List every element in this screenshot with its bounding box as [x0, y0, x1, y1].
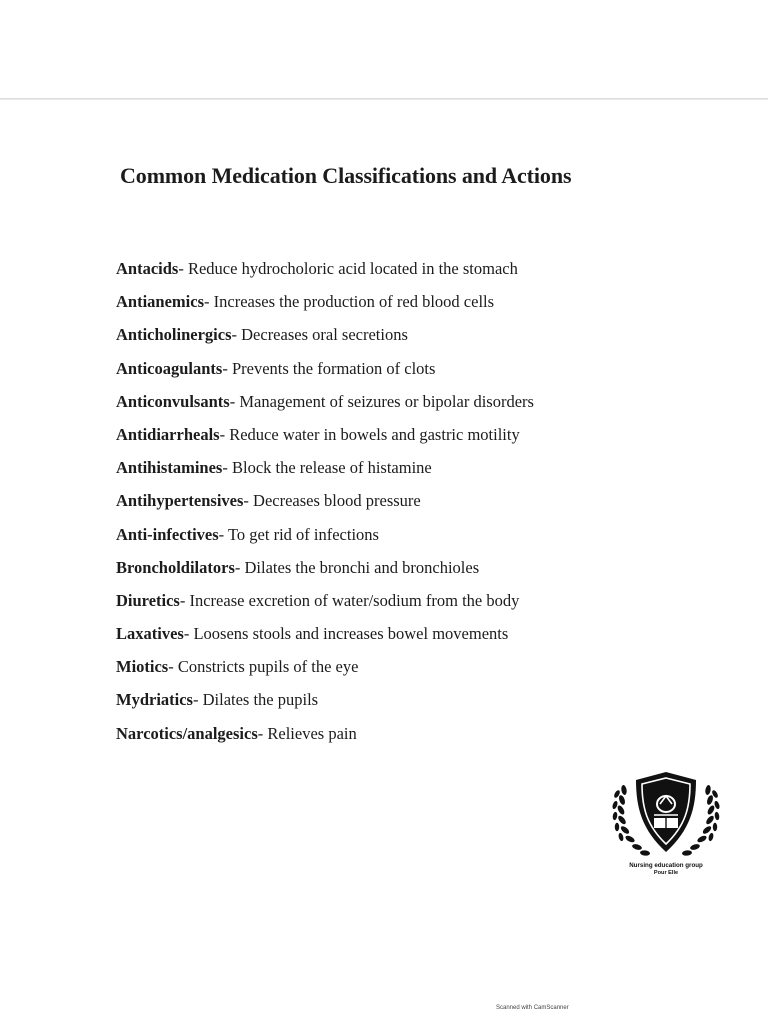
- list-item: [116, 358, 534, 391]
- list-item: [116, 689, 534, 722]
- classification-term: Anti-infectives: [116, 524, 219, 544]
- classification-term: Narcotics/analgesics: [116, 723, 258, 743]
- classification-action: Loosens stools and increases bowel movements: [193, 624, 509, 644]
- classification-action: To get rid of infections: [227, 524, 379, 544]
- list-item: [116, 723, 534, 756]
- classification-term: Miotics: [116, 657, 169, 677]
- scanner-watermark: Scanned with CamScanner: [496, 1005, 569, 1011]
- document-title: Common Medication Classifications and Actions: [120, 163, 572, 188]
- term-separator: -: [219, 424, 226, 444]
- term-separator: -: [231, 325, 237, 345]
- classification-term: Laxatives: [116, 624, 184, 644]
- term-separator: -: [192, 690, 199, 710]
- education-crest-logo-icon: [610, 768, 722, 878]
- term-separator: -: [183, 624, 190, 644]
- classification-term: Antianemics: [116, 292, 204, 312]
- classification-term: Antihypertensives: [116, 491, 244, 511]
- medication-list: [116, 258, 534, 756]
- list-item: [116, 258, 534, 291]
- list-item: [116, 524, 534, 557]
- classification-term: Diuretics: [116, 590, 180, 610]
- term-separator: -: [222, 358, 228, 378]
- classification-term: Mydriatics: [116, 690, 193, 710]
- classification-action: Constricts pupils of the eye: [177, 657, 359, 677]
- term-separator: -: [222, 458, 228, 478]
- classification-action: Decreases blood pressure: [253, 491, 421, 511]
- list-item: [116, 490, 534, 523]
- list-item: [116, 324, 534, 357]
- list-item: [116, 623, 534, 656]
- term-separator: -: [243, 491, 249, 511]
- classification-action: Dilates the bronchi and bronchioles: [244, 557, 480, 577]
- classification-term: Broncholdilators: [116, 557, 235, 577]
- term-separator: -: [178, 259, 184, 278]
- classification-action: Reduce water in bowels and gastric motility: [229, 424, 520, 444]
- classification-term: Antidiarrheals: [116, 424, 220, 444]
- list-item: [116, 590, 534, 623]
- classification-action: Reduce hydrocholoric acid located in the stomach: [187, 259, 518, 278]
- term-separator: -: [234, 557, 241, 577]
- term-separator: -: [257, 723, 264, 743]
- classification-term: Antacids: [116, 259, 179, 278]
- classification-action: Prevents the formation of clots: [231, 358, 436, 378]
- classification-term: Antihistamines: [116, 458, 223, 478]
- list-item: [116, 656, 534, 689]
- classification-action: Block the release of histamine: [231, 458, 432, 478]
- classification-term: Anticonvulsants: [116, 391, 230, 411]
- classification-action: Decreases oral secretions: [241, 325, 408, 345]
- term-separator: -: [168, 657, 174, 677]
- classification-action: Increase excretion of water/sodium from the body: [189, 590, 520, 610]
- classification-action: Relieves pain: [267, 723, 357, 743]
- list-item: [116, 291, 534, 324]
- page-divider: [0, 98, 768, 100]
- classification-term: Anticholinergics: [116, 325, 232, 345]
- page-top-margin: [0, 0, 768, 99]
- classification-action: Management of seizures or bipolar disorders: [239, 391, 534, 411]
- list-item: [116, 391, 534, 424]
- logo-caption-line2: Pour Elle: [653, 870, 679, 876]
- list-item: [116, 457, 534, 490]
- term-separator: -: [229, 391, 236, 411]
- term-separator: -: [204, 292, 210, 312]
- term-separator: -: [179, 590, 186, 610]
- list-item: [116, 557, 534, 590]
- logo-caption-line1: Nursing education group: [629, 862, 703, 869]
- term-separator: -: [218, 524, 225, 544]
- list-item: [116, 424, 534, 457]
- classification-action: Increases the production of red blood cells: [213, 292, 495, 312]
- classification-term: Anticoagulants: [116, 358, 223, 378]
- classification-action: Dilates the pupils: [202, 690, 319, 710]
